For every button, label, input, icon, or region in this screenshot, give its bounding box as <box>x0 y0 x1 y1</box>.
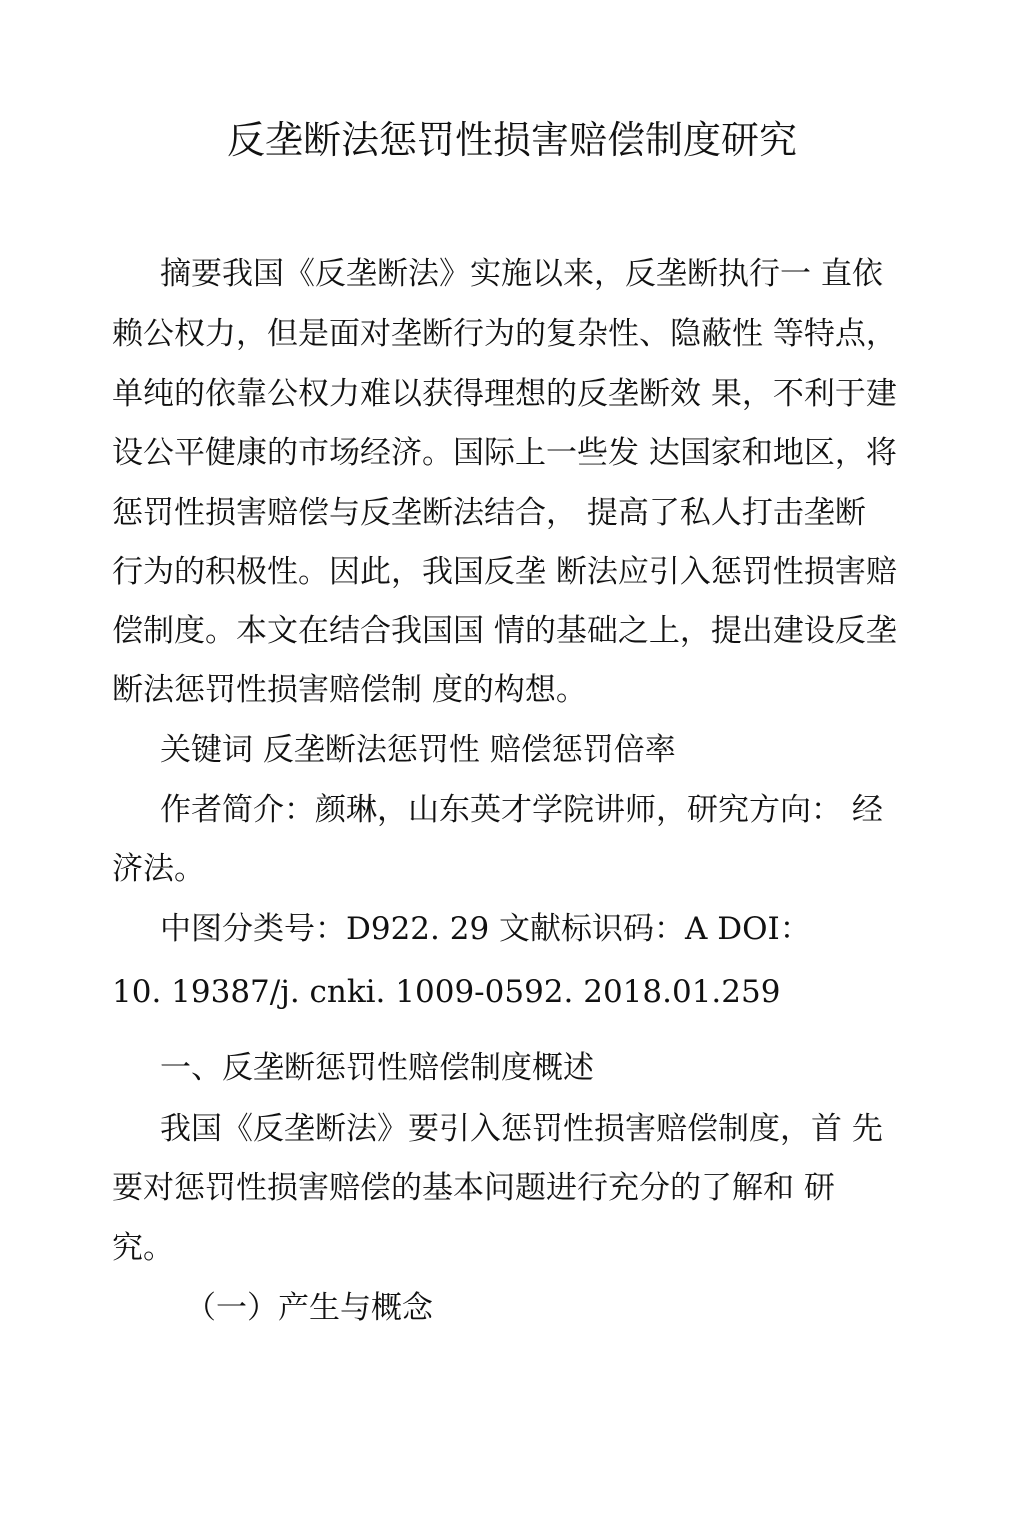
classification-line: 中图分类号：D922. 29 文献标识码：A DOI： <box>160 911 811 947</box>
section-paragraph-line: 我国《反垄断法》要引入惩罚性损害赔偿制度，首 先 <box>160 1111 883 1147</box>
section-paragraph-line: 究。 <box>112 1230 174 1266</box>
subsection-heading: （一）产生与概念 <box>185 1290 433 1326</box>
doi-line: 10. 19387/j. cnki. 1009-0592. 2018.01.259 <box>112 974 781 1010</box>
section-paragraph-line: 要对惩罚性损害赔偿的基本问题进行充分的了解和 研 <box>112 1170 835 1206</box>
keywords-line: 关键词 反垄断法惩罚性 赔偿惩罚倍率 <box>160 732 676 768</box>
abstract-line: 偿制度。本文在结合我国国 情的基础之上，提出建设反垄 <box>112 613 897 649</box>
abstract-line: 行为的积极性。因此，我国反垄 断法应引入惩罚性损害赔 <box>112 554 897 590</box>
author-line: 作者简介：颜琳，山东英才学院讲师，研究方向： 经 <box>160 792 883 828</box>
section-heading: 一、反垄断惩罚性赔偿制度概述 <box>160 1050 594 1086</box>
abstract-line: 惩罚性损害赔偿与反垄断法结合， 提高了私人打击垄断 <box>112 495 866 531</box>
document-title: 反垄断法惩罚性损害赔偿制度研究 <box>226 118 797 162</box>
abstract-line: 单纯的依靠公权力难以获得理想的反垄断效 果，不利于建 <box>112 376 897 412</box>
abstract-line: 赖公权力，但是面对垄断行为的复杂性、隐蔽性 等特点， <box>112 316 897 352</box>
abstract-line: 设公平健康的市场经济。国际上一些发 达国家和地区，将 <box>112 435 897 471</box>
abstract-line: 摘要我国《反垄断法》实施以来，反垄断执行一 直依 <box>160 256 883 292</box>
author-line: 济法。 <box>112 851 205 887</box>
abstract-line: 断法惩罚性损害赔偿制 度的构想。 <box>112 672 587 708</box>
